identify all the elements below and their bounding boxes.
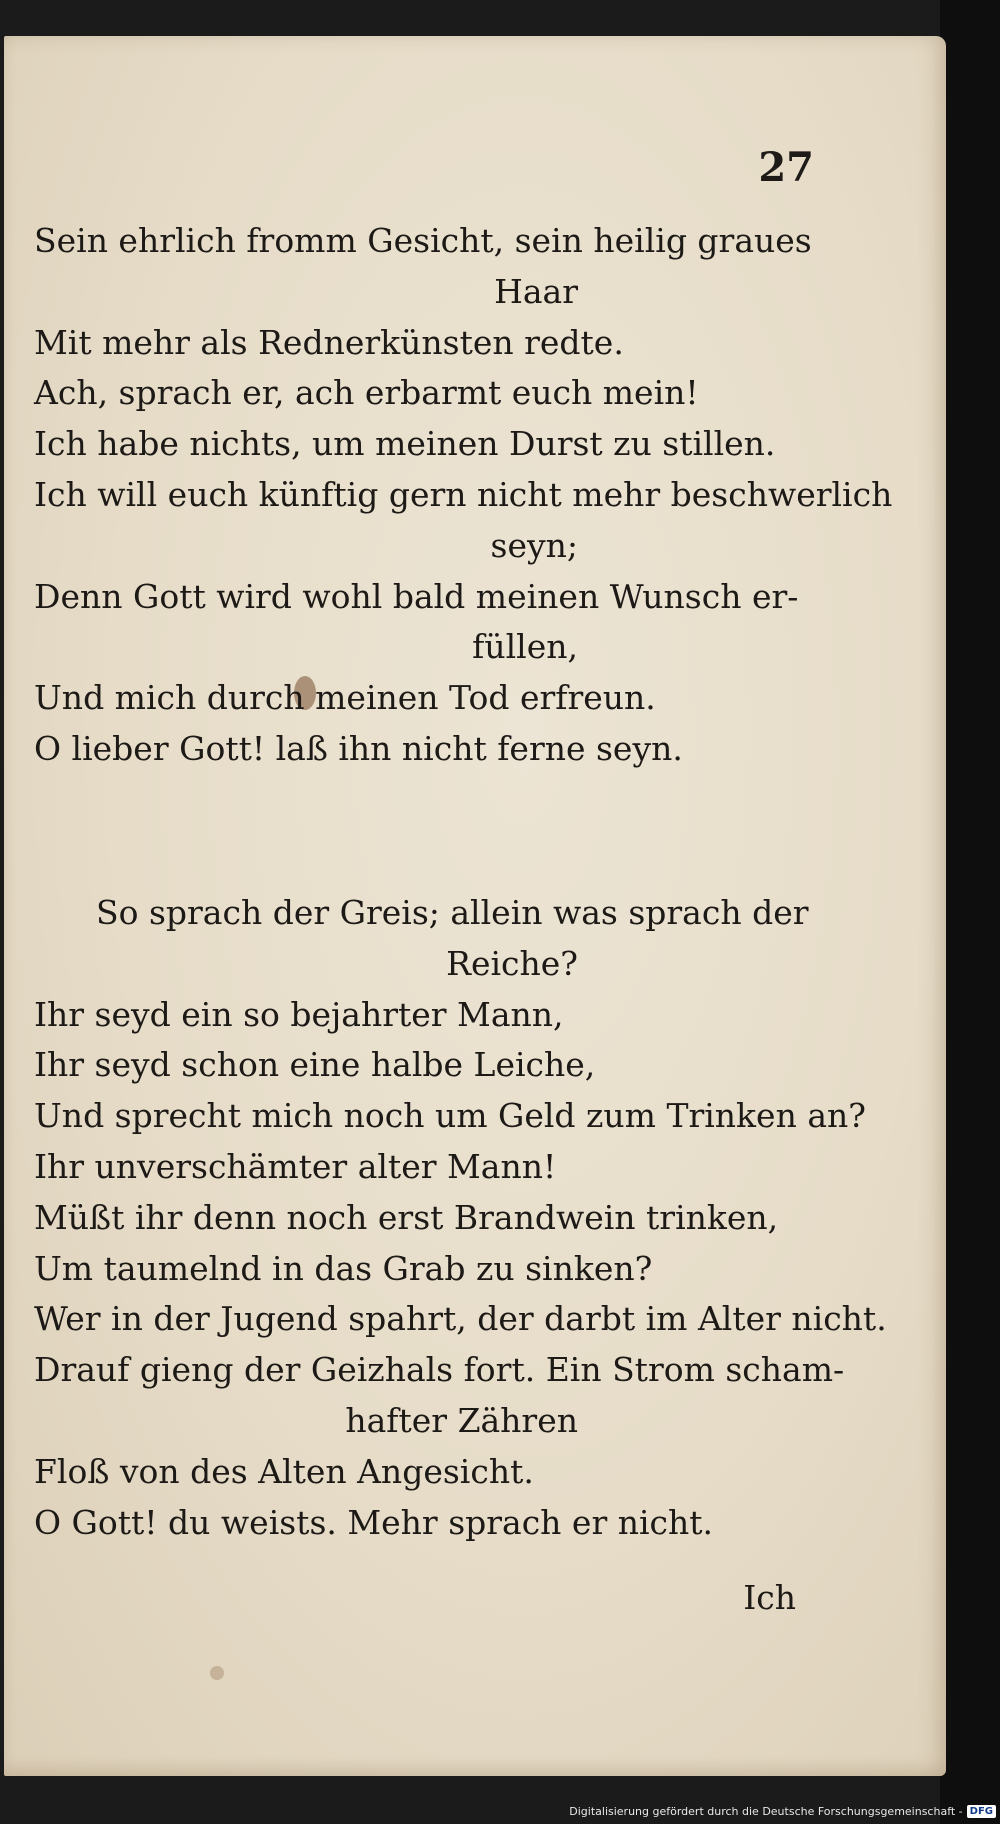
verse-line: Müßt ihr denn noch erst Brandwein trinken, xyxy=(34,1197,779,1237)
verse-line: Und sprecht mich noch um Geld zum Trinken an? xyxy=(34,1096,866,1136)
verse-line: So sprach der Greis; allein was sprach der xyxy=(96,893,809,932)
verse-line: Floß von des Alten Angesicht. xyxy=(34,1451,534,1491)
verse-line: Ihr unverschämter alter Mann! xyxy=(34,1146,557,1186)
verse-line: Drauf gieng der Geizhals fort. Ein Strom scham- xyxy=(34,1350,845,1390)
verse-line: Ihr seyd schon eine halbe Leiche, xyxy=(34,1045,596,1085)
verse-line: Wer in der Jugend spahrt, der darbt im Alter nicht. xyxy=(34,1299,887,1339)
verse-line: Denn Gott wird wohl bald meinen Wunsch er- xyxy=(34,576,799,616)
verse-turnover: seyn; xyxy=(490,525,578,565)
verse-line: Ich will euch künftig gern nicht mehr beschwerlich xyxy=(34,474,893,514)
verse-line: O lieber Gott! laß ihn nicht ferne seyn. xyxy=(34,728,683,768)
dfg-logo: DFG xyxy=(967,1805,996,1818)
verse-turnover: hafter Zähren xyxy=(345,1400,578,1440)
book-page xyxy=(4,36,946,1776)
verse-turnover: Haar xyxy=(494,271,578,311)
page-number: 27 xyxy=(758,144,814,191)
stanza-1 xyxy=(34,216,893,775)
stanza-2 xyxy=(34,888,887,1548)
catchword: Ich xyxy=(743,1578,796,1617)
verse-line: O Gott! du weists. Mehr sprach er nicht. xyxy=(34,1502,714,1542)
small-stain xyxy=(210,1666,224,1680)
verse-line: Ach, sprach er, ach erbarmt euch mein! xyxy=(34,373,699,413)
verse-turnover: Reiche? xyxy=(446,943,578,983)
verse-line: Um taumelnd in das Grab zu sinken? xyxy=(34,1248,653,1288)
verse-line: Ihr seyd ein so bejahrter Mann, xyxy=(34,994,564,1034)
verse-line: Mit mehr als Rednerkünsten redte. xyxy=(34,322,624,362)
verse-line: Sein ehrlich fromm Gesicht, sein heilig graues xyxy=(34,221,812,260)
credit-text: Digitalisierung gefördert durch die Deutsche Forschungsgemeinschaft - xyxy=(569,1804,963,1818)
verse-turnover: füllen, xyxy=(472,627,578,667)
digitization-credit xyxy=(569,1802,996,1820)
scanner-edge xyxy=(940,0,1000,1824)
verse-line: Und mich durch meinen Tod erfreun. xyxy=(34,678,656,718)
verse-line: Ich habe nichts, um meinen Durst zu stillen. xyxy=(34,424,776,464)
